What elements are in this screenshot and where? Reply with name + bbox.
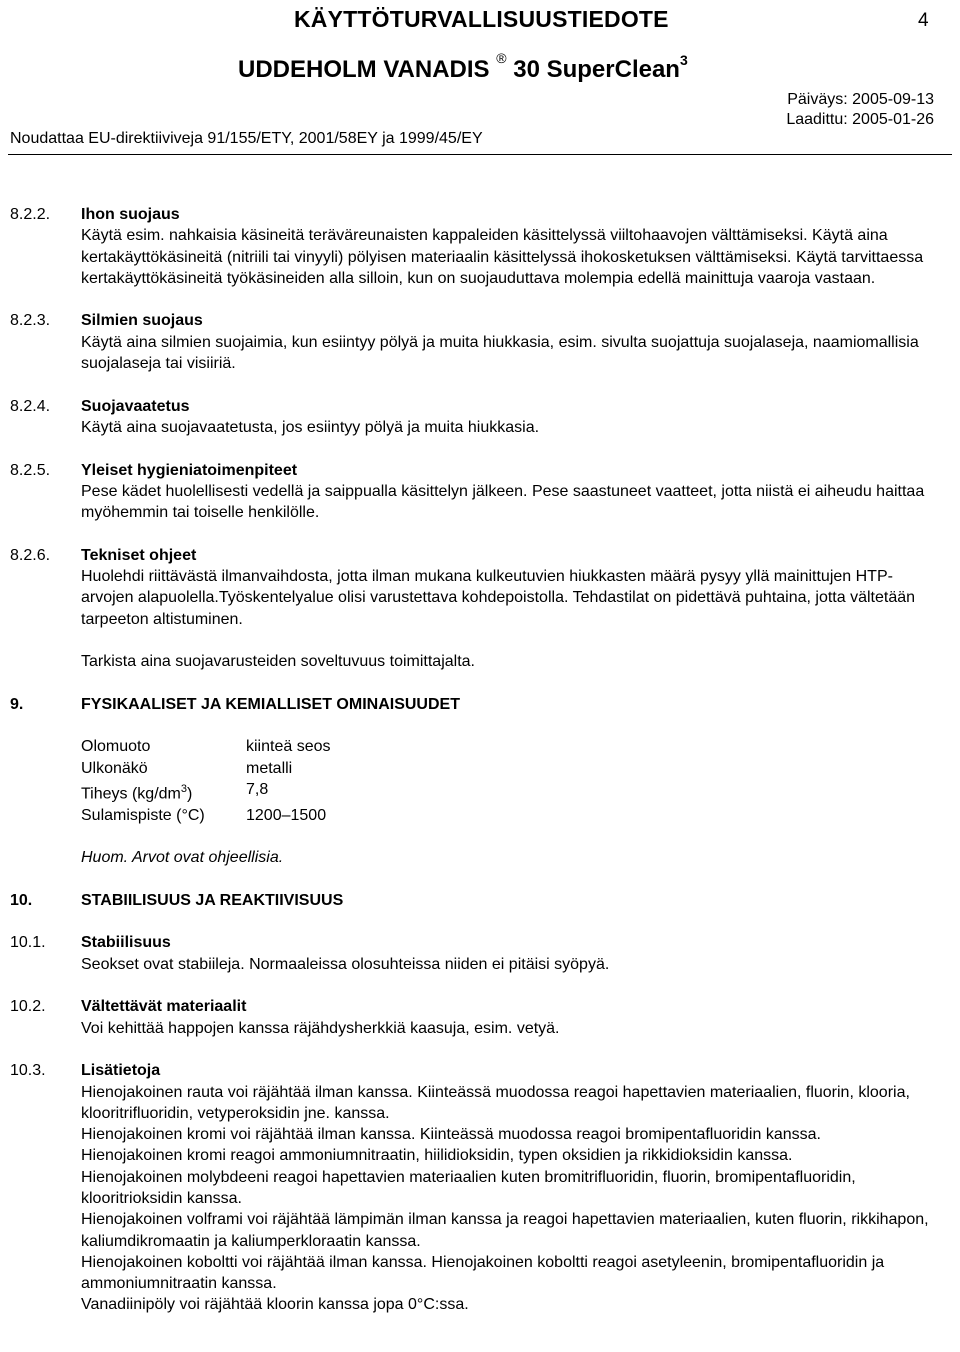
section-title: Lisätietoja bbox=[81, 1062, 161, 1080]
section-text: Seokset ovat stabiileja. Normaaleissa olosuhteissa niiden ei pitäisi syöpyä. bbox=[81, 955, 610, 973]
property-row bbox=[81, 758, 960, 779]
property-name-text: Tiheys (kg/dm bbox=[81, 785, 181, 803]
registered-mark: ® bbox=[496, 50, 507, 66]
property-value: 1200–1500 bbox=[246, 806, 327, 824]
section-8-2-4 bbox=[0, 396, 960, 439]
section-number: 8.2.6. bbox=[10, 546, 51, 564]
section-text: Pese kädet huolellisesti vedellä ja saippualla käsittelyn jälkeen. Pese saastuneet vaatteet, jotta niistä ei aiheudu haittaa myöhemmin tai toiselle henkilölle. bbox=[81, 482, 925, 522]
property-row bbox=[81, 805, 960, 826]
section-title: Silmien suojaus bbox=[81, 312, 203, 330]
info-line: Hienojakoinen rauta voi räjähtää ilman kanssa. Kiinteässä muodossa reagoi hapettavien materiaalien, fluorin, klooria, klooritrifluoridin, vetyperoksidin jne. kanssa. bbox=[81, 1083, 910, 1122]
section-title: Ihon suojaus bbox=[81, 206, 180, 223]
document-body bbox=[0, 204, 960, 1337]
section-title: FYSIKAALISET JA KEMIALLISET OMINAISUUDET bbox=[81, 695, 460, 713]
properties-note: Huom. Arvot ovat ohjeellisia. bbox=[81, 849, 284, 867]
section-10-1 bbox=[0, 932, 960, 975]
directive-line: Noudattaa EU-direktiiviveja 91/155/ETY, 2001/58EY ja 1999/45/EY bbox=[10, 130, 483, 147]
info-line: Hienojakoinen molybdeeni reagoi hapettavien materiaalien kuten bromitrifluoridin, fluorin, bromipentafluoridin, klooritrioksidin kanssa. bbox=[81, 1168, 856, 1207]
page-number: 4 bbox=[918, 10, 929, 31]
section-10-2 bbox=[0, 996, 960, 1039]
section-8-2-5 bbox=[0, 460, 960, 524]
property-superscript: 3 bbox=[180, 783, 187, 796]
section-title: Stabiilisuus bbox=[81, 934, 171, 952]
prepared-date: Laadittu: 2005-01-26 bbox=[786, 111, 934, 128]
section-text: Huolehdi riittävästä ilmanvaihdosta, jotta ilman mukana kulkeutuvien hiukkasten määrä pysyy yllä mainittujen HTP-arvojen alapuolella.Työskentelyalue olisi varustettava kohdepoistolla. Tehdastilat on pidettävä puhtaina, jotta vältetään tarpeeton altistuminen. bbox=[81, 568, 916, 628]
product-suffix: 30 SuperClean bbox=[513, 56, 680, 83]
section-8-2-6 bbox=[0, 545, 960, 673]
section-text: Voi kehittää happojen kanssa räjähdysherkkiä kaasuja, esim. vetyä. bbox=[81, 1019, 560, 1037]
header-dates bbox=[786, 90, 934, 130]
section-text-2: Tarkista aina suojavarusteiden soveltuvuus toimittajalta. bbox=[81, 653, 475, 671]
info-line: Vanadiinipöly voi räjähtää kloorin kanssa jopa 0°C:ssa. bbox=[81, 1296, 469, 1314]
section-text: Käytä aina suojavaatetusta, jos esiintyy pölyä ja muita hiukkasia. bbox=[81, 418, 540, 436]
property-name: Sulamispiste (°C) bbox=[81, 806, 205, 824]
section-10-3 bbox=[0, 1060, 960, 1316]
section-title: Suojavaatetus bbox=[81, 397, 190, 415]
info-line: Hienojakoinen koboltti voi räjähtää ilman kanssa. Hienojakoinen koboltti reagoi asetyleenin, bromipentafluoridin ja ammoniumnitraatin kanssa. bbox=[81, 1253, 885, 1293]
info-line: Hienojakoinen kromi reagoi ammoniumnitraatin, hiilidioksidin, typen oksidien ja rikkidioksidin kanssa. bbox=[81, 1147, 793, 1165]
property-value: metalli bbox=[246, 759, 293, 777]
section-number: 8.2.5. bbox=[10, 461, 51, 479]
section-number: 8.2.2. bbox=[10, 206, 51, 223]
section-number: 10.2. bbox=[10, 998, 46, 1016]
document-title: KÄYTTÖTURVALLISUUSTIEDOTE bbox=[294, 6, 669, 32]
document-header bbox=[0, 0, 960, 158]
section-number: 8.2.4. bbox=[10, 397, 51, 415]
section-title: STABIILISUUS JA REAKTIIVISUUS bbox=[81, 891, 344, 909]
section-number: 10. bbox=[10, 891, 33, 909]
section-number: 10.3. bbox=[10, 1062, 46, 1080]
section-title: Yleiset hygieniatoimenpiteet bbox=[81, 461, 298, 479]
product-name bbox=[238, 50, 688, 84]
issue-date: Päiväys: 2005-09-13 bbox=[787, 91, 934, 108]
section-8-2-3 bbox=[0, 310, 960, 374]
section-10-heading bbox=[0, 890, 960, 911]
section-9-heading bbox=[0, 694, 960, 715]
info-line: Hienojakoinen volframi voi räjähtää lämpimän ilman kanssa ja reagoi hapettavien materiaalien, kuten fluorin, rikkihapon, kaliumdikromaatin ja kaliumperkloraatin kanssa. bbox=[81, 1211, 929, 1250]
info-line: Hienojakoinen kromi voi räjähtää ilman kanssa. Kiinteässä muodossa reagoi bromipentafluoridin kanssa. bbox=[81, 1126, 821, 1144]
section-8-2-2 bbox=[0, 204, 960, 289]
product-name-text: UDDEHOLM VANADIS bbox=[238, 56, 490, 83]
property-name: Olomuoto bbox=[81, 738, 151, 756]
header-divider bbox=[8, 154, 952, 155]
section-number: 8.2.3. bbox=[10, 312, 51, 330]
section-title: Vältettävät materiaalit bbox=[81, 998, 247, 1016]
property-name: Ulkonäkö bbox=[81, 759, 148, 777]
properties-table bbox=[81, 736, 960, 826]
property-row bbox=[81, 736, 960, 757]
section-number: 10.1. bbox=[10, 934, 46, 952]
section-text: Käytä aina silmien suojaimia, kun esiintyy pölyä ja muita hiukkasia, esim. sivulta suojattuja suojalaseja, naamiomallisia suojalaseja tai visiiriä. bbox=[81, 333, 919, 373]
property-value: 7,8 bbox=[246, 781, 269, 799]
property-name bbox=[81, 779, 246, 805]
section-number: 9. bbox=[10, 695, 24, 713]
property-value: kiinteä seos bbox=[246, 738, 331, 756]
section-text: Käytä esim. nahkaisia käsineitä teräväreunaisten kappaleiden käsittelyssä viiltohaavojen välttämiseksi. Käytä aina kertakäyttökäsineitä (nitriili tai vinyyli) pölyisen materiaalin käsittelyssä ihokosketuksen välttämiseksi. Käytä tarvittaessa kertakäyttökäsineitä työkäsineiden alla silloin, kun on suojauduttava molempia edellä mainittuja vaaroja vastaan. bbox=[81, 227, 924, 287]
product-superscript: 3 bbox=[679, 52, 688, 68]
section-title: Tekniset ohjeet bbox=[81, 546, 197, 564]
property-row bbox=[81, 779, 960, 805]
property-name-end: ) bbox=[187, 785, 193, 803]
